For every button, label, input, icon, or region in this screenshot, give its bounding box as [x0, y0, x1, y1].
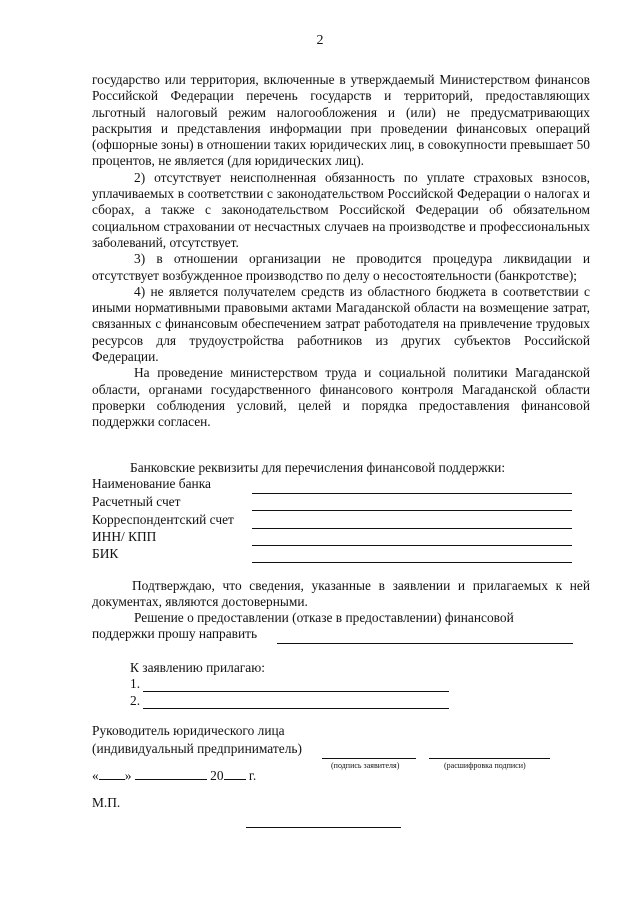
decision-line-1: Решение о предоставлении (отказе в предоставлении) финансовой [134, 610, 514, 625]
stamp-line [246, 827, 401, 828]
month-field[interactable] [135, 767, 207, 780]
head-title-line-2: (индивидуальный предприниматель) [92, 741, 302, 756]
paragraph-continuation: государство или территория, включенные в утверждаемый Министерством финансов Российской Федерации перечень государств и территорий, предоставляющих льготный налоговый режим налогообложения и (или) не предусматривающих раскрытия и представления информации при проведении финансовых операций (офшорные зоны) в отношении таких юридических лиц, в совокупности превышает 50 процентов, не является (для юридических лиц). [92, 72, 590, 169]
day-field[interactable] [99, 767, 125, 780]
account-field[interactable] [252, 510, 572, 511]
signature-decode-field[interactable] [429, 758, 550, 759]
confirmation-sentence: Подтверждаю, что сведения, указанные в заявлении и прилагаемых к ней документах, являются достоверными. [92, 578, 590, 610]
head-title-line-1: Руководитель юридического лица [92, 723, 285, 738]
signature-field[interactable] [322, 758, 416, 759]
confirmation-text [92, 578, 590, 611]
corr-account-label: Корреспондентский счет [92, 512, 234, 527]
year-suffix: г. [248, 768, 257, 783]
bank-name-label: Наименование банка [92, 476, 211, 491]
inn-kpp-label: ИНН/ КПП [92, 529, 157, 544]
bank-name-field[interactable] [252, 493, 572, 494]
bik-field[interactable] [252, 562, 572, 563]
attachments-label: К заявлению прилагаю: [130, 660, 265, 675]
paragraph-budget: 4) не является получателем средств из областного бюджета в соответствии с иными нормативными правовыми актами Магаданской области на возмещение затрат, связанных с финансовым обеспечением затрат работодателя на привлечение трудовых ресурсов для трудоустройства работников из других субъектов Российской Федерации. [92, 283, 590, 365]
decision-recipient-field[interactable] [277, 643, 573, 644]
year-prefix: 20 [210, 768, 224, 783]
attachment-number-1: 1. [130, 676, 141, 691]
decision-line-2: поддержки прошу направить [92, 626, 258, 642]
attachment-field-2[interactable] [143, 708, 449, 709]
account-label: Расчетный счет [92, 494, 181, 509]
attachment-number-2: 2. [130, 693, 141, 708]
paragraph-consent: На проведение министерством труда и социальной политики Магаданской области, органами государственного финансового контроля Магаданской области проверки соблюдения условий, целей и порядка предоставления финансовой поддержки согласен. [92, 365, 590, 430]
body-text [92, 72, 590, 431]
paragraph-insurance: 2) отсутствует неисполненная обязанность по уплате страховых взносов, уплачиваемых в соответствии с законодательством Российской Федерации о налогах и сборах, а также с законодательством Российской Федерации об обязательном социальном страховании от несчастных случаев на производстве и профессиональных заболеваний, отсутствует. [92, 169, 590, 250]
date-open-quote: « [92, 768, 99, 783]
page-number: 2 [316, 33, 324, 48]
attachment-field-1[interactable] [143, 691, 449, 692]
year-field[interactable] [224, 767, 246, 780]
signature-decode-caption: (расшифровка подписи) [444, 761, 526, 770]
stamp-place: М.П. [92, 795, 121, 810]
date-row [92, 767, 256, 784]
corr-account-field[interactable] [252, 528, 572, 529]
bank-details-intro: Банковские реквизиты для перечисления финансовой поддержки: [130, 460, 506, 475]
decision-request [92, 610, 590, 643]
paragraph-liquidation: 3) в отношении организации не проводится процедура ликвидации и отсутствует возбужденное производство по делу о несостоятельности (банкротстве); [92, 251, 590, 283]
bik-label: БИК [92, 546, 119, 561]
inn-kpp-field[interactable] [252, 545, 572, 546]
signature-caption: (подпись заявителя) [331, 761, 400, 770]
date-close-quote: » [124, 768, 132, 783]
